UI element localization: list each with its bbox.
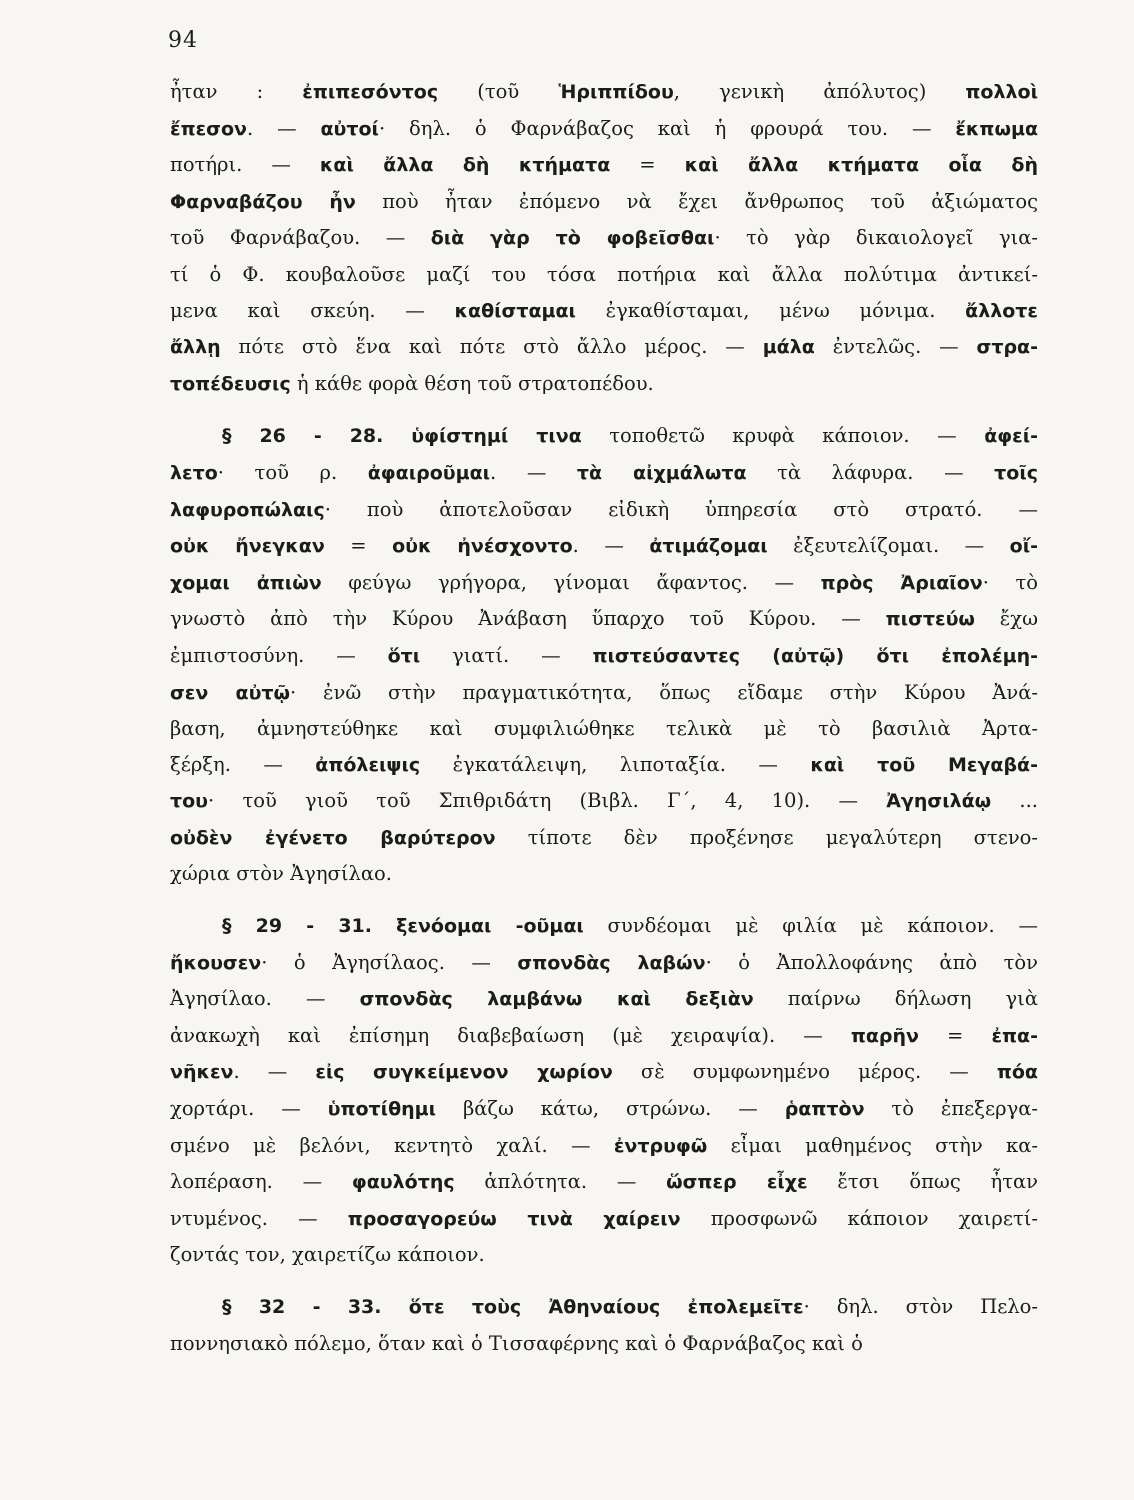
bold-term: σεν αὐτῷ (170, 681, 291, 704)
bold-term: πρὸς Ἀριαῖον (820, 571, 983, 594)
bold-term: οἴ- (1009, 535, 1038, 558)
bold-term: πόα (996, 1061, 1038, 1084)
text-run: προσφωνῶ κάποιον χαιρετί- (680, 1206, 1038, 1230)
bold-term: αὐτοί (320, 117, 379, 140)
text-run: χώρια στὸν Ἀγησίλαο. (170, 862, 392, 886)
text-line (170, 492, 1038, 529)
text-run: λοπέραση. — (170, 1170, 352, 1194)
text-run: = (918, 1023, 992, 1047)
bold-term: § 29 - 31. ξενόομαι -οῦμαι (222, 915, 584, 938)
text-line (170, 1128, 1038, 1165)
text-run: · τὸ γὰρ δικαιολογεῖ για- (714, 226, 1039, 250)
text-run: · ὁ Ἀγησίλαος. — (261, 950, 518, 974)
text-run: = (610, 153, 685, 177)
bold-term: ἀφαιροῦμαι (367, 461, 491, 484)
text-run: βαση, ἀμνηστεύθηκε καὶ συμφιλιώθηκε τελικὰ μὲ τὸ βασιλιὰ Ἀρτα- (170, 717, 1038, 741)
bold-term: του (170, 790, 209, 813)
text-run: · ἐνῶ στὴν πραγματικότητα, ὅπως εἴδαμε στὴν Κύρου Ἀνά- (290, 680, 1038, 704)
bold-term: στρα- (976, 336, 1038, 359)
text-run: πότε στὸ ἕνα καὶ πότε στὸ ἄλλο μέρος. — (220, 335, 763, 359)
text-run: ἔτσι ὅπως ἦταν (807, 1170, 1038, 1194)
text-line (170, 418, 1038, 455)
bold-term: πιστεύσαντες (αὐτῷ) ὅτι ἐπολέμη- (592, 644, 1038, 667)
text-run: . — (233, 1060, 316, 1084)
text-line (170, 147, 1038, 184)
bold-term: προσαγορεύω τινὰ χαίρειν (347, 1207, 681, 1230)
bold-term: οὐκ ἠνέσχοντο (392, 535, 573, 558)
bold-term: καὶ ἄλλα δὴ κτήματα (319, 154, 611, 177)
text-run: ἁπλότητα. — (454, 1170, 667, 1194)
text-run: ποννησιακὸ πόλεμο, ὅταν καὶ ὁ Τισσαφέρνης καὶ ὁ Φαρνάβαζος καὶ ὁ (170, 1331, 863, 1355)
text-run: (τοῦ (438, 80, 559, 103)
bold-term: σπονδὰς λαβών (517, 951, 706, 974)
text-line (170, 1237, 1038, 1273)
text-run: · ὁ Ἀπολλοφάνης ἀπὸ τὸν (705, 950, 1038, 974)
text-line (170, 74, 1038, 111)
text-run: ἔχω (974, 607, 1038, 631)
text-run: · δηλ. στὸν Πελο- (803, 1295, 1038, 1318)
bold-term: ὥσπερ εἶχε (666, 1171, 808, 1194)
bold-term: ἀφεί- (984, 425, 1038, 448)
bold-term: εἰς συγκείμενον χωρίον (315, 1061, 613, 1084)
bold-term: ἐπιπεσόντος (302, 81, 439, 103)
bold-term: καὶ ἄλλα κτήματα οἷα δὴ (684, 154, 1038, 177)
text-line (170, 455, 1038, 492)
text-line (170, 945, 1038, 982)
bold-term: τοπέδευσις (170, 372, 291, 395)
text-line (170, 1289, 1038, 1326)
text-line (170, 565, 1038, 602)
text-run: τί ὁ Φ. κουβαλοῦσε μαζί του τόσα ποτήρια καὶ ἄλλα πολύτιμα ἀντικεί- (170, 262, 1038, 286)
text-run: μενα καὶ σκεύη. — (170, 298, 455, 322)
text-run: = (324, 534, 393, 558)
text-line (170, 329, 1038, 366)
bold-term: σπονδὰς λαμβάνω καὶ δεξιὰν (359, 988, 754, 1011)
text-line (170, 820, 1038, 857)
bold-term: ἀτιμάζομαι (649, 535, 768, 558)
bold-term: ἄλλῃ (170, 336, 221, 359)
bold-term: τοῖς (994, 461, 1038, 484)
bold-term: Ἡριππίδου (558, 81, 674, 103)
bold-term: οὐδὲν ἐγένετο βαρύτερον (170, 826, 496, 849)
bold-term: πολλοὶ (965, 81, 1038, 103)
bold-term: ἄλλοτε (965, 299, 1038, 322)
text-line (170, 1164, 1038, 1201)
text-run: ἦταν : (170, 80, 303, 103)
text-line (170, 783, 1038, 820)
text-run: χορτάρι. — (170, 1097, 328, 1121)
bold-term: τὰ αἰχμάλωτα (576, 461, 747, 484)
text-line (170, 184, 1038, 221)
bold-term: ἀπόλειψις (315, 753, 421, 776)
page-number: 94 (168, 28, 198, 53)
bold-term: παρῆν (850, 1024, 919, 1047)
bold-term: λαφυροπώλαις (170, 498, 325, 521)
text-run: συνδέομαι μὲ φιλία μὲ κάποιον. — (583, 914, 1038, 938)
text-run: · δηλ. ὁ Φαρνάβαζος καὶ ἡ φρουρά του. — (378, 116, 956, 140)
text-run: γνωστὸ ἀπὸ τὴν Κύρου Ἀνάβαση ὕπαρχο τοῦ Κύρου. — (170, 607, 886, 631)
text-line (170, 638, 1038, 675)
bold-term: χομαι ἀπιὼν (170, 571, 322, 594)
text-run: τὰ λάφυρα. — (746, 460, 995, 484)
bold-term: νῆκεν (170, 1061, 234, 1084)
bold-term: ἔπεσον (170, 117, 247, 140)
text-run: παίρνω δήλωση γιὰ (753, 987, 1038, 1011)
text-run: ζοντάς τον, χαιρετίζω κάποιον. (170, 1243, 485, 1267)
bold-term: λετο (170, 461, 218, 484)
bold-term: ἐντρυφῶ (613, 1134, 708, 1157)
text-run: ἡ κάθε φορὰ θέση τοῦ στρατοπέδου. (290, 371, 654, 395)
text-run: τοποθετῶ κρυφὰ κάποιον. — (581, 424, 985, 448)
text-run: φεύγω γρήγορα, γίνομαι ἄφαντος. — (321, 570, 821, 594)
text-line (170, 366, 1038, 403)
text-run: ἐγκατάλειψη, λιποταξία. — (420, 752, 811, 776)
text-line (170, 711, 1038, 747)
text-run: · ποὺ ἀποτελοῦσαν εἰδικὴ ὑπηρεσία στὸ στρατό. — (324, 497, 1038, 521)
text-line (170, 856, 1038, 892)
text-line (170, 1201, 1038, 1238)
text-run: ἀνακωχὴ καὶ ἐπίσημη διαβεβαίωση (μὲ χειραψία). — (170, 1023, 851, 1047)
text-line (170, 293, 1038, 330)
commentary-text (170, 74, 1038, 1361)
text-run: βάζω κάτω, στρώνω. — (436, 1097, 785, 1121)
text-line (170, 1091, 1038, 1128)
text-run: ξέρξη. — (170, 752, 316, 776)
bold-term: § 32 - 33. ὅτε τοὺς Ἀθηναίους ἐπολεμεῖτε (222, 1296, 804, 1318)
text-run: σμένο μὲ βελόνι, κεντητὸ χαλί. — (170, 1133, 614, 1157)
bold-term: ἔκπωμα (955, 117, 1038, 140)
text-run: Ἀγησίλαο. — (170, 987, 360, 1011)
bold-term: ἐπα- (991, 1024, 1038, 1047)
text-run: ποτήρι. — (170, 153, 320, 177)
text-run: γιατί. — (420, 643, 593, 667)
text-run: · τοῦ γιοῦ τοῦ Σπιθριδάτη (Βιβλ. Γ΄, 4, 10). — (208, 789, 887, 813)
text-run: σὲ συμφωνημένο μέρος. — (612, 1060, 997, 1084)
text-run: τὸ ἐπεξεργα- (864, 1097, 1038, 1121)
bold-term: καὶ τοῦ Μεγαβά- (810, 753, 1039, 776)
text-run: τοῦ Φαρνάβαζου. — (170, 226, 431, 250)
bold-term: ὅτι (387, 644, 421, 667)
bold-term: μάλα (762, 336, 815, 359)
bold-term: ῥαπτὸν (784, 1098, 865, 1121)
text-run: . — (572, 534, 650, 558)
text-run: ... (991, 789, 1039, 813)
text-run: · τὸ (982, 570, 1038, 594)
bold-term: § 26 - 28. ὑφίστημί τινα (222, 425, 582, 448)
text-run: ἐγκαθίσταμαι, μένω μόνιμα. (575, 298, 966, 322)
text-run: , γενικὴ ἀπόλυτος) (673, 80, 966, 103)
text-run: τίποτε δὲν προξένησε μεγαλύτερη στενο- (495, 825, 1038, 849)
bold-term: πιστεύω (885, 608, 975, 631)
text-line (170, 601, 1038, 638)
text-line (170, 111, 1038, 148)
text-line (170, 908, 1038, 945)
bold-term: διὰ γὰρ τὸ φοβεῖσθαι (430, 227, 715, 250)
bold-term: οὐκ ἤνεγκαν (170, 535, 325, 558)
text-line (170, 220, 1038, 257)
text-line (170, 1054, 1038, 1091)
text-run: · τοῦ ρ. (217, 460, 368, 484)
text-run: ποὺ ἦταν ἐπόμενο νὰ ἔχει ἄνθρωπος τοῦ ἀξιώματος (355, 189, 1038, 213)
bold-term: Φαρναβάζου ἦν (170, 190, 356, 213)
bold-term: Ἀγησιλάῳ (886, 790, 992, 813)
text-line (170, 1326, 1038, 1362)
text-line (170, 981, 1038, 1018)
text-line (170, 257, 1038, 293)
text-line (170, 528, 1038, 565)
text-run: ντυμένος. — (170, 1206, 348, 1230)
text-line (170, 1018, 1038, 1055)
text-line (170, 675, 1038, 712)
bold-term: ἤκουσεν (170, 951, 262, 974)
text-run: ἐντελῶς. — (814, 335, 977, 359)
text-run: ἐξευτελίζομαι. — (767, 534, 1010, 558)
bold-term: ὑποτίθημι (327, 1098, 437, 1121)
text-run: . — (246, 116, 321, 140)
bold-term: φαυλότης (351, 1171, 455, 1194)
text-line (170, 747, 1038, 784)
text-run: ἐμπιστοσύνη. — (170, 643, 388, 667)
text-run: εἶμαι μαθημένος στὴν κα- (707, 1133, 1038, 1157)
bold-term: καθίσταμαι (454, 299, 576, 322)
text-run: . — (490, 460, 577, 484)
